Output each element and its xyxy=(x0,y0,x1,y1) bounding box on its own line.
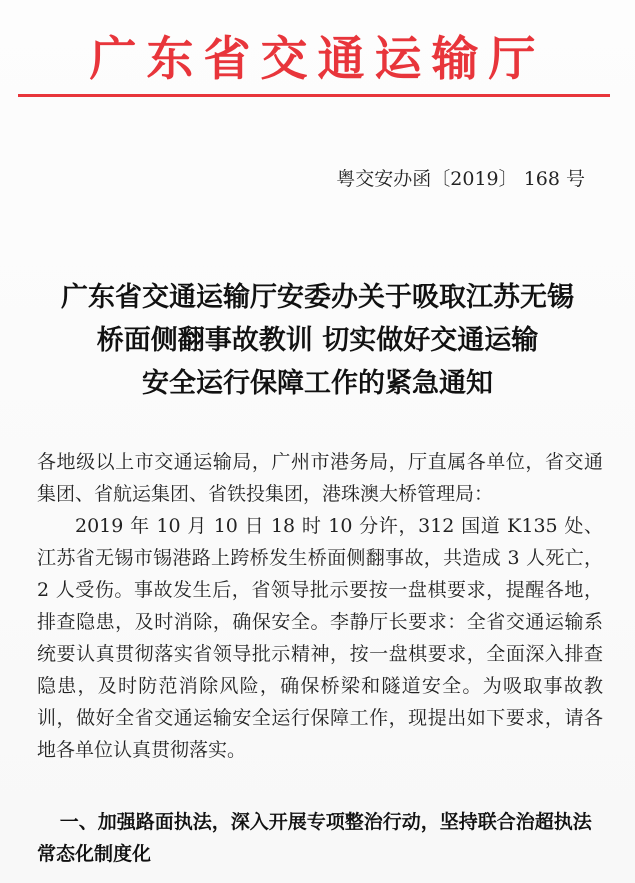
headline-line-1: 广东省交通运输厅安委办关于吸取江苏无锡 xyxy=(61,282,574,313)
letterhead-red-rule xyxy=(18,94,610,97)
section-1-heading: 一、加强路面执法，深入开展专项整治行动，坚持联合治超执法常态化制度化 xyxy=(37,811,592,865)
notice-headline xyxy=(0,276,635,405)
document-number: 粤交安办函〔2019〕 168 号 xyxy=(336,168,585,190)
headline-line-2: 桥面侧翻事故教训 切实做好交通运输 xyxy=(96,325,539,356)
headline-line-3: 安全运行保障工作的紧急通知 xyxy=(142,368,493,399)
body-paragraph-1: 2019 年 10 月 10 日 18 时 10 分许，312 国道 K135 处、江苏省无锡市锡港路上跨桥发生桥面侧翻事故，共造成 3 人死亡，2 人受伤。事故发生后，省领导批示要按一盘棋要求，提醒各地，排查隐患，及时消除，确保安全。李静厅长要求：全省交通运输系统要认真贯彻落实省领导批示精神，按一盘棋要求，全面深入排查隐患，及时防范消除风险，确保桥梁和隧道安全。为吸取事故教训，做好全省交通运输安全运行保障工作，现提出如下要求，请各地各单位认真贯彻落实。 xyxy=(37,515,603,761)
agency-letterhead-title: 广东省交通运输厅 xyxy=(89,32,546,87)
notice-body xyxy=(37,446,603,766)
recipients-line: 各地级以上市交通运输局，广州市港务局，厅直属各单位，省交通集团、省航运集团、省铁投集团，港珠澳大桥管理局： xyxy=(37,451,603,505)
